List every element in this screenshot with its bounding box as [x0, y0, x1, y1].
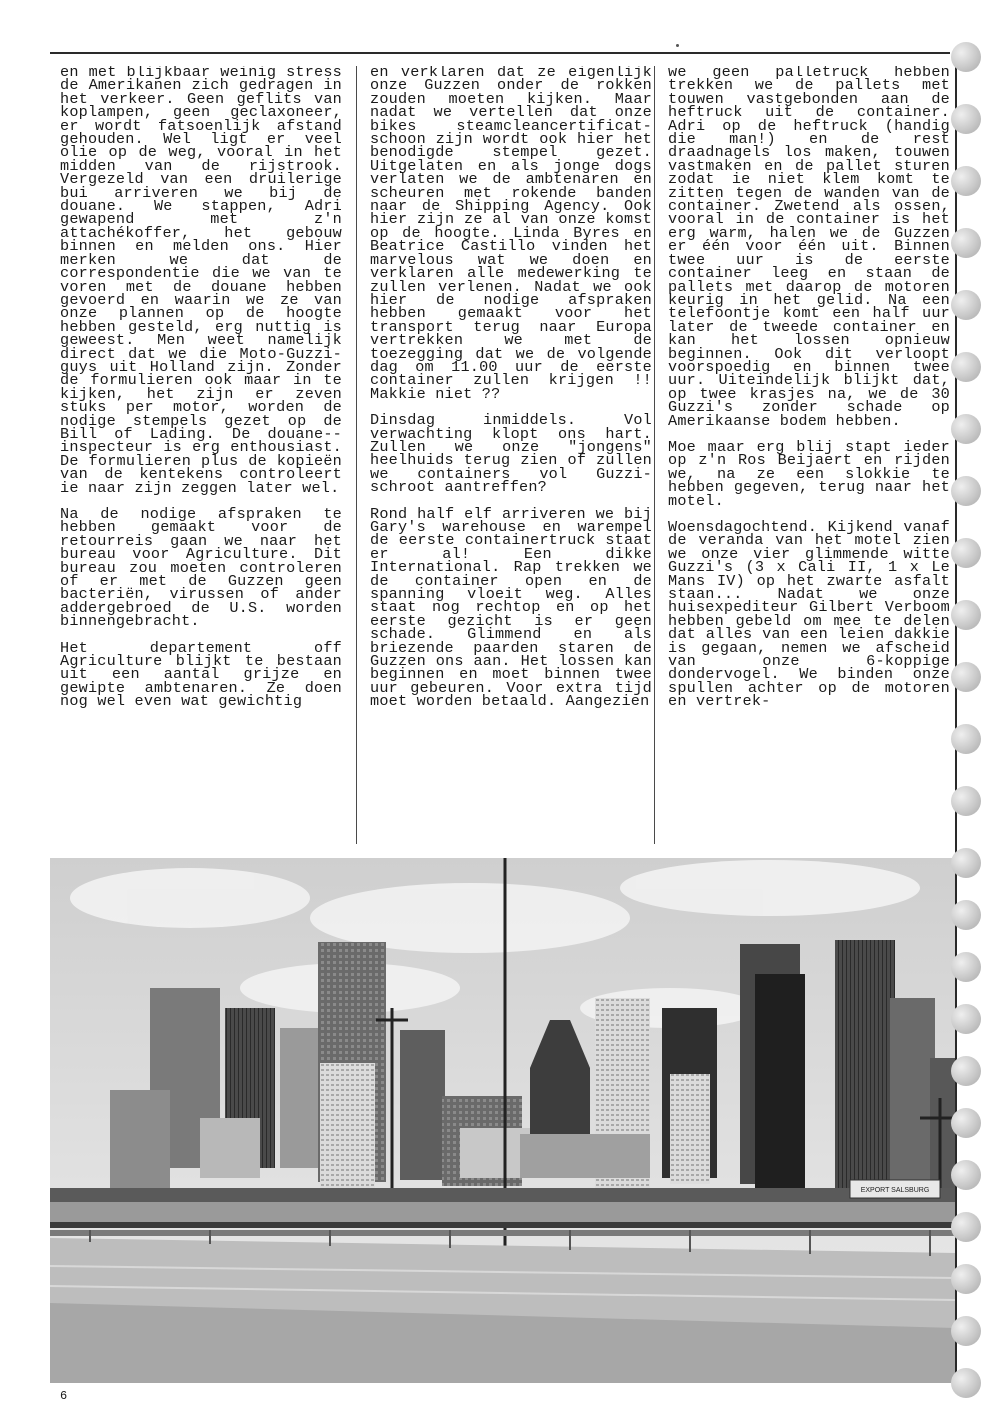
binding-ring	[951, 1212, 981, 1242]
paragraph: Rond half elf arriveren we bij Gary's warehouse en warempel de eerste containertruck staat er al! Een dikke International. Rap trekken we de container open en de spanning vloeit weg. Alles staat nog rechtop en op het eerste gezicht is er geen schade. Glimmend en als briezende paarden staren de Guzzen ons aan. Het lossen kan beginnen en moet binnen twee uur gebeuren. Voor extra tijd moet worden betaald. Aangezien	[370, 504, 652, 711]
binding-ring	[951, 1368, 981, 1398]
paragraph: en met blijkbaar weinig stress de Amerikanen zich gedragen in het verkeer. Geen geflits van koplampen, geen geclaxoneer, er wordt fatsoenlijk afstand gehouden. Wel ligt er veel olie op de weg, vooral in het midden van de rijstrook. Vergezeld van een druilerige bui arriveren we bij de douane. We stappen, Adri gewapend met z'n attachékoffer, het gebouw binnen en melden ons. Hier merken we dat de correspondentie die we van te voren met de douane hebben gevoerd en waarin we ze van onze plannen op de hoogte hebben gesteld, erg nuttig is geweest. Men weet namelijk direct dat we die Moto-Guzzi-guys uit Holland zijn. Zonder de formulieren ook maar in te kijken, het zijn er zeven stuks per motor, worden de nodige stempels gezet op de Bill of Lading. De douane--inspecteur is erg enthousiast. De formulieren plus de kopieën van de kentekens controleert ie naar zijn zeggen later wel.	[60, 66, 342, 497]
binding-ring	[951, 538, 981, 568]
binding-ring	[951, 1160, 981, 1190]
paragraph: Woensdagochtend. Kijkend vanaf de veranda van het motel zien we onze vier glimmende witte Guzzi's (3 x Cali II, 1 x Le Mans IV) op het zwarte asfalt staan... Nadat we onze huisexpediteur Gilbert Verboom hebben gebeld om mee te delen dat alles van een leien dakkie is gegaan, nemen we afscheid van onze 6-koppige dondervogel. We binden onze spullen achter op de motoren en vertrek-	[668, 518, 950, 711]
binding-ring	[951, 600, 981, 630]
binding-ring	[951, 228, 981, 258]
binding-ring	[951, 786, 981, 816]
highway	[50, 1230, 955, 1383]
page-number: 6	[60, 1389, 68, 1403]
paragraph: Het departement off Agriculture blijkt te bestaan uit een aantal grijze en gewipte ambtenaren. Ze doen nog wel even wat gewichtig	[60, 638, 342, 711]
skyline-photo	[50, 858, 955, 1383]
paragraph: Moe maar erg blij stapt ieder op z'n Ros Beijaert en rijden we, na ze een slokkie te hebben gegeven, terug naar het motel.	[668, 437, 950, 510]
column-divider	[654, 66, 655, 844]
binding-ring	[951, 1108, 981, 1138]
article-column-3	[668, 66, 950, 846]
overpass	[50, 1188, 955, 1228]
top-rule	[50, 52, 950, 54]
paragraph: Na de nodige afspraken te hebben gemaakt voor de retourreis gaan we naar het bureau voor Agriculture. Dit bureau zou moeten controleren of er met de Guzzen geen bacteriën, virussen of ander addergebroed de U.S. worden binnengebracht.	[60, 505, 342, 631]
binding-ring	[951, 104, 981, 134]
binding-ring	[951, 414, 981, 444]
road-sign	[850, 1180, 940, 1198]
paragraph: we geen palletruck hebben trekken we de pallets met touwen vastgebonden aan de heftruck uit de container. Adri op de heftruck (handig die man!) en de rest draadnagels los maken, touwen vastmaken en de pallet sturen zodat ie niet klem komt te zitten tegen de wanden van de container. Zwetend als ossen, vooral in de container is het erg warm, halen we de Guzzen er één voor één uit. Binnen twee uur is de eerste container leeg en staan de pallets met daarop de motoren keurig in het gelid. Na een telefoontje komt een half uur later de tweede container en kan het lossen opnieuw beginnen. Ook dit verloopt voorspoedig en binnen twee uur. Uiteindelijk blijkt dat, op twee krasjes na, we de 30 Guzzi's zonder schade op Amerikaanse bodem hebben.	[668, 66, 950, 430]
paragraph: Dinsdag inmiddels. Vol verwachting klopt ons hart. Zullen we onze "jongens" heelhuids terug zien of zullen we containers vol Guzzi-schroot aantreffen?	[370, 411, 652, 497]
binding-ring	[951, 42, 981, 72]
spiral-binding	[951, 0, 989, 1403]
binding-ring	[951, 1004, 981, 1034]
binding-ring	[951, 290, 981, 320]
binding-ring	[951, 166, 981, 196]
article-column-2	[370, 66, 652, 846]
column-divider	[356, 66, 357, 844]
binding-ring	[951, 1056, 981, 1086]
road-sign-text: EXPORT SALSBURG	[860, 1187, 930, 1194]
binding-ring	[951, 848, 981, 878]
binding-ring	[951, 900, 981, 930]
binding-ring	[951, 662, 981, 692]
binding-ring	[951, 952, 981, 982]
binding-ring	[951, 352, 981, 382]
paragraph: en verklaren dat ze eigenlijk onze Guzzen onder de rokken zouden moeten kijken. Maar nadat we vertellen dat onze bikes steamcleancertificat-schoon zijn wordt ook hier het benodigde stempel gezet. Uitgelaten en als jonge dogs verlaten we de ambtenaren en scheuren met rokende banden naar de Shipping Agency. Ook hier zijn ze al van onze komst op de hoogte. Linda Byres en Beatrice Castillo vinden het marvelous wat we doen en verklaren alle medewerking te zullen verlenen. Nadat we ook hier de nodige afspraken hebben gemaakt voor het transport terug naar Europa vertrekken we met de toezegging dat we de volgende dag om 11.00 uur de eerste container zullen krijgen !! Makkie niet ??	[370, 66, 652, 403]
binding-ring	[951, 476, 981, 506]
binding-ring	[951, 1264, 981, 1294]
ink-speck	[676, 44, 679, 47]
article-column-1	[60, 66, 342, 846]
binding-ring	[951, 1316, 981, 1346]
binding-ring	[951, 724, 981, 754]
